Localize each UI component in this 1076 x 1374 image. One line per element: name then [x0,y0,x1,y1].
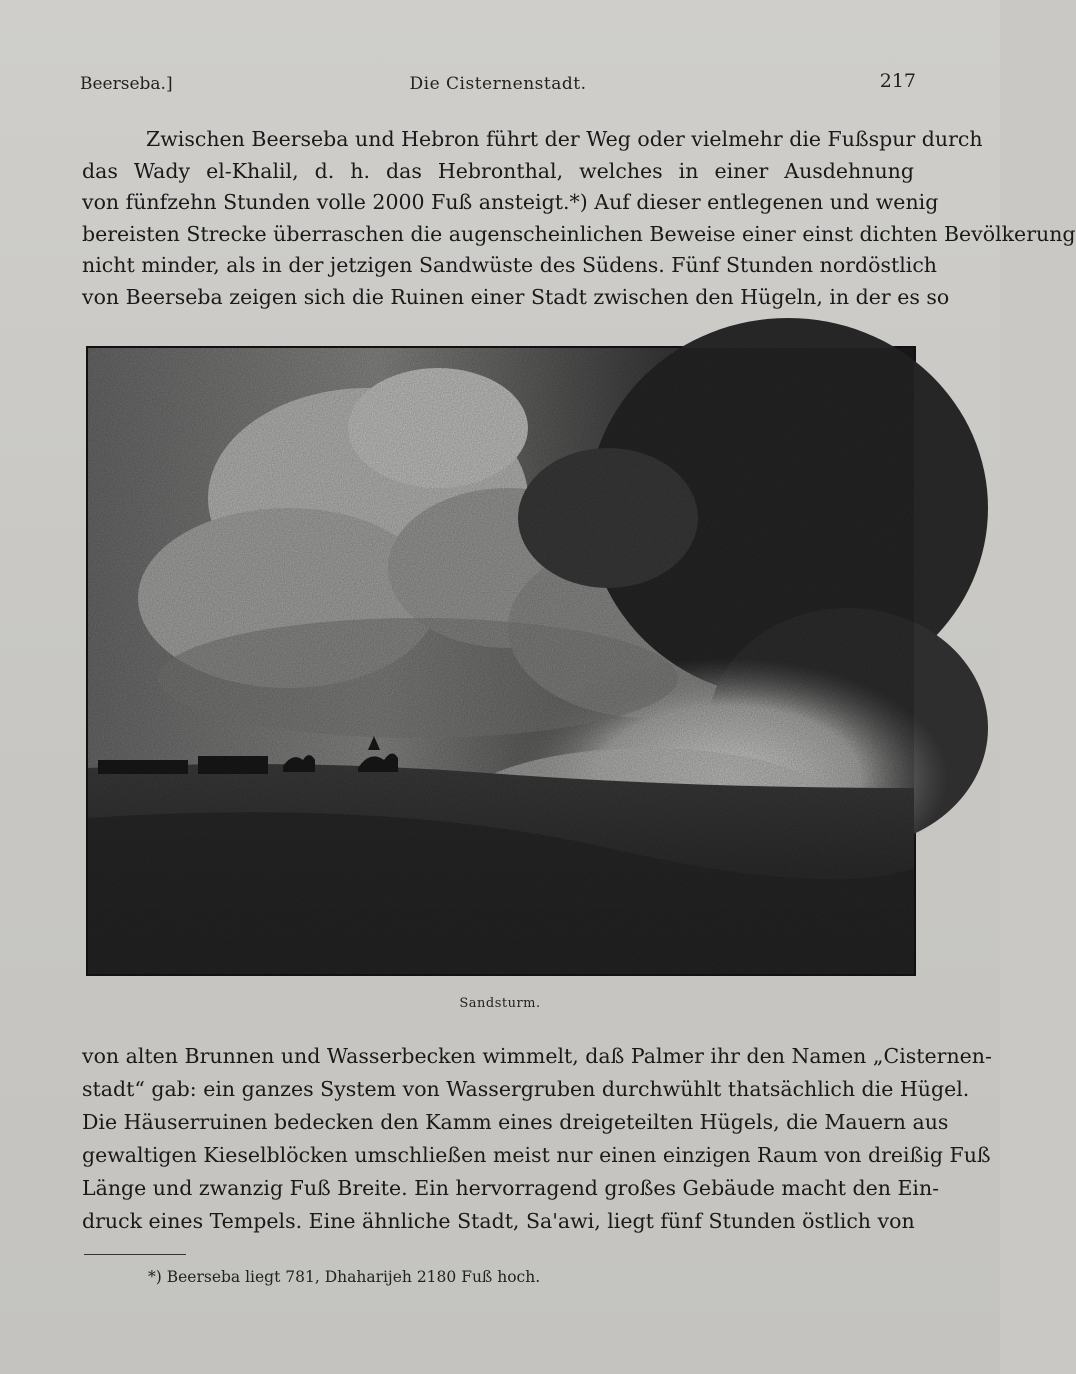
text-line: gewaltigen Kieselblöcken umschließen meist nur einen einzigen Raum von dreißig Fuß [82,1143,991,1167]
text-line: bereisten Strecke überraschen die augenscheinlichen Beweise einer einst dichten Bevölkerung [82,221,1076,246]
text-line: nicht minder, als in der jetzigen Sandwüste des Südens. Fünf Stunden nordöstlich [82,253,938,277]
top-paragraph [82,124,1076,313]
text-line: Zwischen Beerseba und Hebron führt der Weg oder vielmehr die Fußspur durch [146,127,983,151]
text-line: druck eines Tempels. Eine ähnliche Stadt, Sa'awi, liegt fünf Stunden östlich von [82,1209,915,1233]
header-chapter-title: Die Cisternenstadt. [409,74,587,94]
sandstorm-illustration [86,346,916,976]
text-line: von fünfzehn Stunden volle 2000 Fuß ansteigt.*) Auf dieser entlegenen und wenig [82,190,939,214]
header-section-title: Beerseba.] [80,74,173,94]
text-line: Die Häuserruinen bedecken den Kamm eines dreigeteilten Hügels, die Mauern aus [82,1110,949,1134]
bottom-paragraph [82,1040,992,1238]
text-line: stadt“ gab: ein ganzes System von Wassergruben durchwühlt thatsächlich die Hügel. [82,1077,970,1101]
footnote: *) Beerseba liegt 781, Dhaharijeh 2180 Fuß hoch. [148,1268,541,1286]
text-line: von alten Brunnen und Wasserbecken wimmelt, daß Palmer ihr den Namen „Cisternen- [82,1044,992,1068]
footnote-rule [84,1254,186,1255]
text-line: von Beerseba zeigen sich die Ruinen einer Stadt zwischen den Hügeln, in der es so [82,284,950,309]
page-number: 217 [879,70,916,92]
text-line: das Wady el-Khalil, d. h. das Hebronthal, welches in einer Ausdehnung [82,158,914,183]
text-line: Länge und zwanzig Fuß Breite. Ein hervorragend großes Gebäude macht den Ein- [82,1176,940,1200]
running-header [80,70,916,98]
figure-caption: Sandsturm. [459,996,541,1011]
